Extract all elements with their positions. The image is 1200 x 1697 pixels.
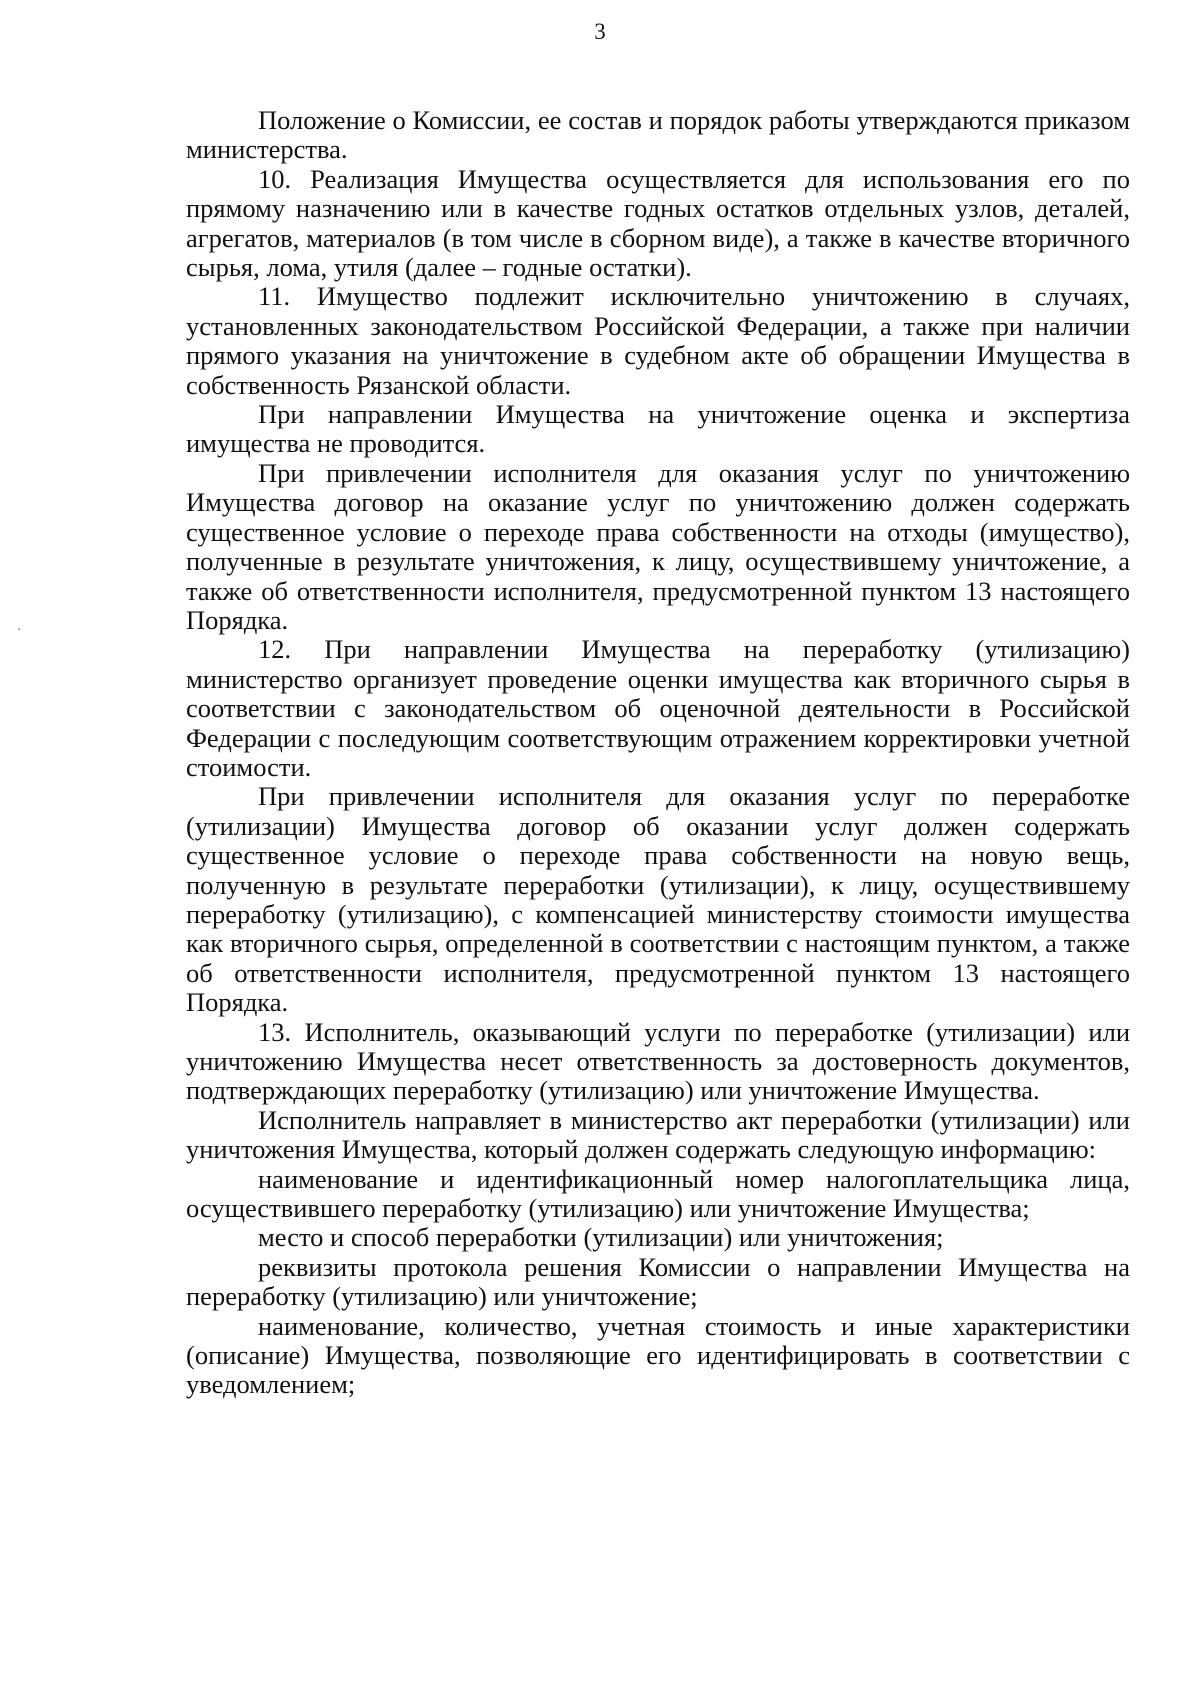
list-item-property-description: наименование, количество, учетная стоимость и иные характеристики (описание) Имущества, позволяющие его идентифицировать в соответствии с уведомлением; <box>186 1310 1130 1400</box>
paragraph-13-contractor-liability: 13. Исполнитель, оказывающий услуги по переработке (утилизации) или уничтожению Имущества несет ответственность за достоверность документов, подтверждающих переработку (утилизацию) или уничтожение Имущества. <box>186 1016 1130 1106</box>
paragraph-destruction-no-appraisal: При направлении Имущества на уничтожение оценка и экспертиза имущества не проводится. <box>186 399 1130 459</box>
paragraph-11-destruction: 11. Имущество подлежит исключительно уничтожению в случаях, установленных законодательством Российской Федерации, а также при наличии прямого указания на уничтожение в судебном акте об обращении Имущества в собственность Рязанской области. <box>186 281 1130 400</box>
paragraph-act-requirements: Исполнитель направляет в министерство акт переработки (утилизации) или уничтожения Имущества, который должен содержать следующую информацию: <box>186 1104 1130 1165</box>
list-item-contractor-name: наименование и идентификационный номер налогоплательщика лица, осуществившего переработку (утилизацию) или уничтожение Имущества; <box>186 1163 1130 1224</box>
list-item-place-method: место и способ переработки (утилизации) или уничтожения; <box>258 1222 944 1253</box>
paragraph-commission-regulation: Положение о Комиссии, ее состав и порядок работы утверждаются приказом министерства. <box>186 105 1130 165</box>
list-item-protocol-details: реквизиты протокола решения Комиссии о направлении Имущества на переработку (утилизацию) или уничтожение; <box>186 1251 1130 1312</box>
paragraph-12-recycling: 12. При направлении Имущества на переработку (утилизацию) министерство организует проведение оценки имущества как вторичного сырья в соответствии с законодательством об оценочной деятельности в Российской Федерации с последующим соответствующим отражением корректировки учетной стоимости. <box>186 634 1130 782</box>
paragraph-destruction-contract: При привлечении исполнителя для оказания услуг по уничтожению Имущества договор на оказание услуг по уничтожению должен содержать существенное условие о переходе права собственности на отходы (имущество), полученные в результате уничтожения, к лицу, осуществившему уничтожение, а также об ответственности исполнителя, предусмотренной пунктом 13 настоящего Порядка. <box>186 457 1130 635</box>
scan-speck <box>18 628 20 630</box>
paragraph-10-realization: 10. Реализация Имущества осуществляется для использования его по прямому назначению или в качестве годных остатков отдельных узлов, деталей, агрегатов, материалов (в том числе в сборном виде), а также в качестве вторичного сырья, лома, утиля (далее – годные остатки). <box>186 163 1130 283</box>
document-body <box>186 106 1130 1400</box>
paragraph-recycling-contract: При привлечении исполнителя для оказания услуг по переработке (утилизации) Имущества договор об оказании услуг должен содержать существенное условие о переходе права собственности на новую вещь, полученную в результате переработки (утилизации), к лицу, осуществившему переработку (утилизацию), с компенсацией министерству стоимости имущества как вторичного сырья, определенной в соответствии с настоящим пунктом, а также об ответственности исполнителя, предусмотренной пунктом 13 настоящего Порядка. <box>186 781 1130 1018</box>
page-number: 3 <box>594 19 606 44</box>
